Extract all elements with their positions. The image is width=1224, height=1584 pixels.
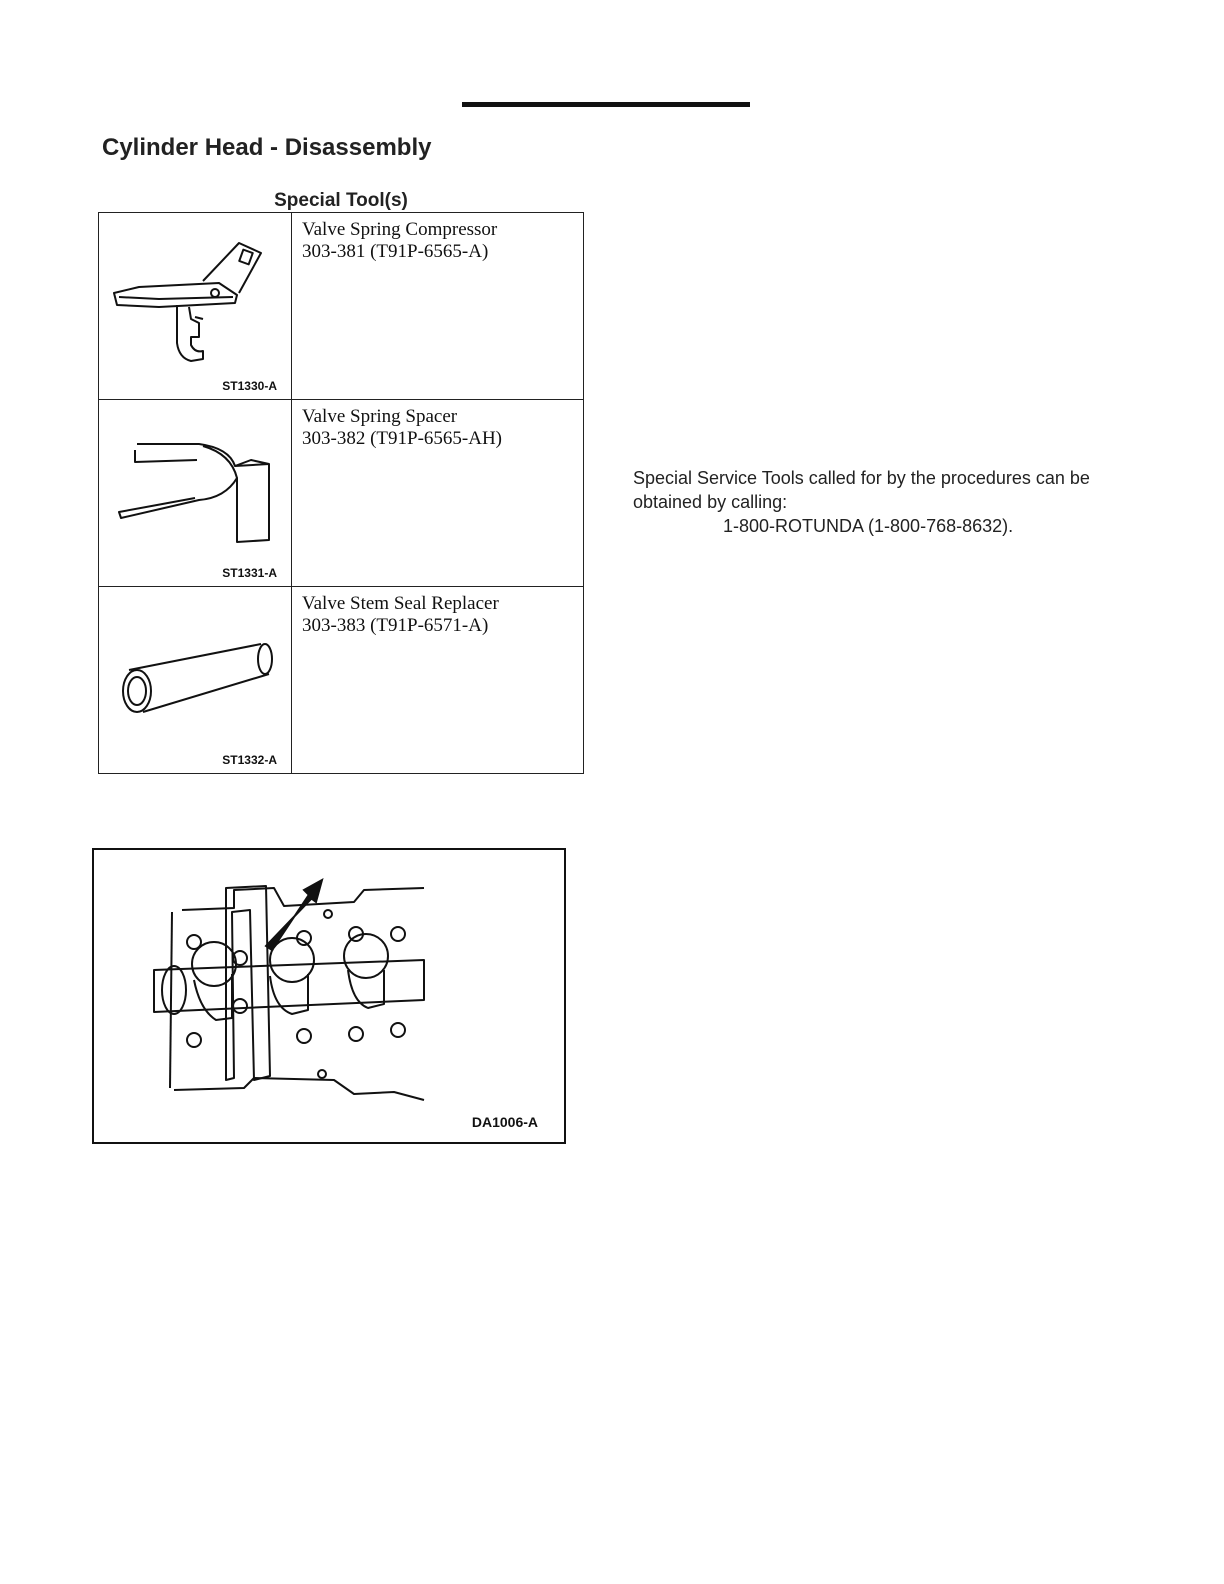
tool-image-code: ST1332-A bbox=[222, 753, 277, 767]
figure-frame bbox=[92, 848, 566, 1144]
tool-image-cell bbox=[99, 400, 292, 587]
tool-description-cell bbox=[292, 400, 584, 587]
tool-image-cell bbox=[99, 587, 292, 774]
tool-row bbox=[99, 587, 584, 774]
service-note-phone: 1-800-ROTUNDA (1-800-768-8632). bbox=[723, 516, 1014, 536]
valve-spring-compressor-icon bbox=[99, 213, 291, 400]
top-rule bbox=[462, 102, 750, 107]
page-title: Cylinder Head - Disassembly bbox=[102, 134, 432, 161]
tool-name: Valve Spring Compressor bbox=[302, 219, 498, 240]
service-tools-note bbox=[633, 466, 1133, 538]
figure-code: DA1006-A bbox=[471, 1114, 538, 1130]
tool-row bbox=[99, 213, 584, 400]
tool-image-cell bbox=[99, 213, 292, 400]
tool-image-code: ST1331-A bbox=[222, 566, 277, 580]
tool-image-code: ST1330-A bbox=[222, 379, 277, 393]
tool-description-cell bbox=[292, 587, 584, 774]
service-note-text: Special Service Tools called for by the procedures can be obtained by calling: bbox=[633, 468, 1090, 512]
special-tools-caption: Special Tool(s) bbox=[274, 190, 408, 211]
tool-number: 303-381 (T91P-6565-A) bbox=[302, 241, 489, 262]
tool-name: Valve Spring Spacer bbox=[302, 406, 458, 427]
valve-stem-seal-replacer-icon bbox=[99, 587, 291, 774]
special-tools-table bbox=[98, 212, 584, 774]
tool-number: 303-382 (T91P-6565-AH) bbox=[302, 428, 503, 449]
tool-number: 303-383 (T91P-6571-A) bbox=[302, 615, 489, 636]
tool-row bbox=[99, 400, 584, 587]
camshaft-bearing-cap-illustration bbox=[94, 850, 563, 1141]
tool-name: Valve Stem Seal Replacer bbox=[302, 593, 499, 614]
valve-spring-spacer-icon bbox=[99, 400, 291, 587]
tool-description-cell bbox=[292, 213, 584, 400]
